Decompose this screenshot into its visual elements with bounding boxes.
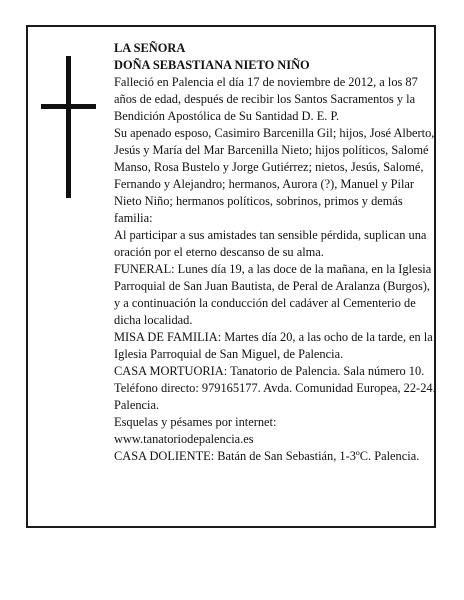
death-announcement: Falleció en Palencia el día 17 de noviembre de 2012, a los 87 años de edad, después de recibir los Santos Sacramentos y la Bendición Apostólica de Su Santidad D. E. P.: [114, 75, 418, 123]
family-list: Su apenado esposo, Casimiro Barcenilla Gil; hijos, José Alberto, Jesús y María del Mar Barcenilla Nieto; hijos políticos, Salomé Manso, Rosa Bustelo y Jorge Gutiérrez; nietos, Jesús, Salomé, Fernando y Alejandro; hermanos, Aurora (?), Manuel y Pilar Nieto Niño; hermanos políticos, sobrinos, primos y demás familia:: [114, 126, 435, 225]
family-home-details: CASA DOLIENTE: Batán de San Sebastián, 1-3ºC. Palencia.: [114, 449, 420, 463]
family-mass-details: MISA DE FAMILIA: Martes día 20, a las ocho de la tarde, en la Iglesia Parroquial de San Miguel, de Palencia.: [114, 330, 433, 361]
mortuary-details: CASA MORTUORIA: Tanatorio de Palencia. Sala número 10. Teléfono directo: 979165177. Avda. Comunidad Europea, 22-24. Palencia.: [114, 364, 436, 412]
funeral-details: FUNERAL: Lunes día 19, a las doce de la mañana, en la Iglesia Parroquial de San Juan Bautista, de Peral de Aralanza (Burgos), y a continuación la conducción del cadáver al Cementerio de dicha localidad.: [114, 262, 432, 327]
obituary-notice: [26, 25, 436, 528]
heading-name: DOÑA SEBASTIANA NIETO NIÑO: [114, 58, 310, 72]
online-condolences-label: Esquelas y pésames por internet:: [114, 415, 277, 429]
heading-title: LA SEÑORA: [114, 41, 186, 55]
prayer-request: Al participar a sus amistades tan sensible pérdida, suplican una oración por el eterno descanso de su alma.: [114, 228, 427, 259]
online-condolences-url: www.tanatoriodepalencia.es: [114, 432, 254, 446]
cross-vertical-bar: [66, 56, 71, 198]
obituary-text: [114, 40, 436, 465]
cross-horizontal-bar: [41, 104, 96, 109]
cross-icon: [41, 56, 96, 198]
